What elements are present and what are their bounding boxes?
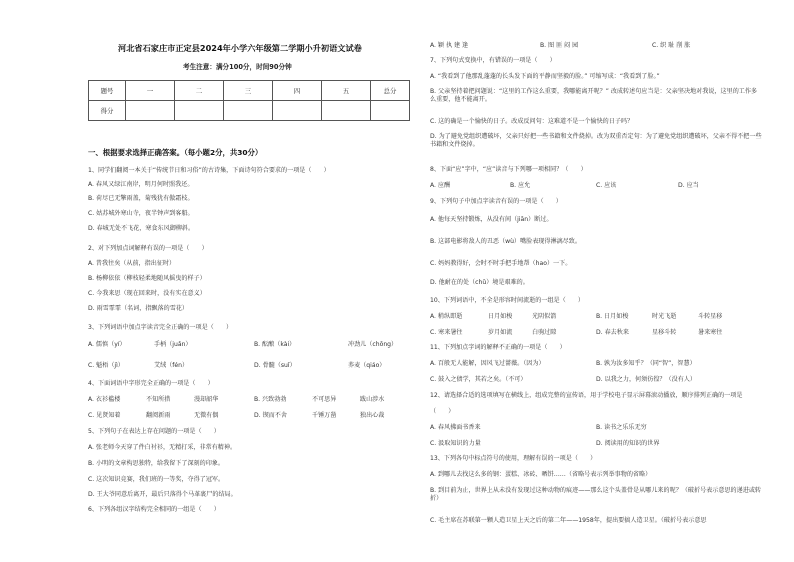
q10-option-b-w3: 斗转星移 <box>698 313 723 320</box>
q3-stem: 3、下列词语中加点字读音完全正确的一项是（ ） <box>88 324 233 331</box>
score-header-cell: 一 <box>126 81 175 101</box>
q7-option-c: C. 这的确是一个愉快的日子。改成反问句：这难道不是一个愉快的日子吗？ <box>430 118 634 125</box>
score-header-cell: 三 <box>224 81 273 101</box>
q10-stem: 10、下列词语中，不全是形容时间流逝的一组是（ ） <box>430 297 585 304</box>
q5-option-c: C. 这次知识竞赛，我们班的一等奖，夺得了冠军。 <box>88 476 225 483</box>
q6-option-c: C. 织 耻 削 胀 <box>652 42 691 49</box>
q10-option-d: D. 春去秋来 <box>596 329 629 336</box>
score-header-cell: 五 <box>322 81 371 101</box>
q13-stem: 13、下列各句中标点符号的使用，理解有误的一项是（ ） <box>430 455 597 462</box>
q4-option-d-w3: 独出心裁 <box>360 412 385 419</box>
q4-option-b-w2: 不可思异 <box>312 396 337 403</box>
q7-option-a: A. “我看到了他那乱蓬蓬的长头发下面的平静而坚毅的脸。” 可缩写成：“我看到了脸。” <box>430 73 660 80</box>
q2-option-b: B. 杨柳依依（柳枝轻柔地随风摇曳的样子） <box>88 275 206 282</box>
q12-option-c: C. 汲取知识的力量 <box>430 440 481 447</box>
q5-option-b: B. 小明的文章构思独特，给我留下了深刻的印象。 <box>88 460 225 467</box>
q5-stem: 5、下列句子在表达上存在问题的一项是（ ） <box>88 428 220 435</box>
q8-option-a: A. 应酬 <box>430 182 451 189</box>
q12-option-b: B. 读书之乐乐无穷 <box>596 424 647 431</box>
q6-stem: 6、下列各组汉字结构完全相同的一组是（ ） <box>88 506 220 513</box>
score-header-cell: 题号 <box>89 81 126 101</box>
score-header-cell: 四 <box>273 81 322 101</box>
q8-option-b: B. 应允 <box>510 182 531 189</box>
q3-option-a-word2: 手柄（juǎn） <box>154 341 192 348</box>
q13-option-a: A. 到哪儿去找这么多的钢：蛋糕、冰砖、晒饼……（省略号表示列举事物的省略） <box>430 471 652 478</box>
q11-option-d: D. 以我之力，何须彷徨？（没有人） <box>596 376 696 383</box>
q9-option-b: B. 这部电影将敌人的丑恶（wù）嘴脸表现得淋漓尽致。 <box>430 238 581 245</box>
score-row-label: 得分 <box>89 101 126 121</box>
q4-option-a-w2: 不知所措 <box>146 396 171 403</box>
q13-option-c: C. 毛主席在苏联第一颗人造卫星上天之后的第二年——1958年，提出要搞人造卫星。（破折号表示意思 <box>430 517 707 524</box>
q4-option-b-w3: 跋山涉水 <box>360 396 385 403</box>
score-header-cell: 二 <box>175 81 224 101</box>
q2-stem: 2、对下列加点词解释有误的一项是（ ） <box>88 245 208 252</box>
q12-paren: （ ） <box>430 408 455 415</box>
q1-option-b: B. 荷尽已无擎雨盖，菊残犹有傲霜枝。 <box>88 195 194 202</box>
score-table-header-row <box>89 81 410 101</box>
q8-stem: 8、下面“应”字中，“应”读音与下列哪一项相同？（ ） <box>430 166 587 173</box>
q2-option-d: D. 雨雪霏霏（名词，指飘落的雪花） <box>88 305 188 312</box>
q1-option-c: C. 姑苏城外寒山寺，夜半钟声到客船。 <box>88 210 194 217</box>
q2-option-a: A. 昔我往矣（从前，指出征时） <box>88 260 176 267</box>
q8-option-c: C. 应该 <box>596 182 617 189</box>
q4-option-b: B. 兴致勃勃 <box>254 396 287 403</box>
q5-option-d: D. 王大爷同意后离开，最后只落得个马革裹尸的结局。 <box>88 491 237 498</box>
q3-option-b: B. 酝酿（kài） <box>254 341 296 348</box>
q4-option-c: C. 见贤知着 <box>88 412 121 419</box>
q4-option-d: D. 锲而不舍 <box>254 412 287 419</box>
q10-option-d-w3: 暑来寒往 <box>698 329 723 336</box>
q12-option-a: A. 春风拂面书香来 <box>430 424 481 431</box>
q7-option-b: B. 父亲坚持着把问题说：“这里的工作这么重要，我哪能离开呢？” 改成转述句应当是：父亲坚决地对我说，这里的工作多么重要，他不能离开。 <box>430 88 758 103</box>
q4-option-c-w2: 翻阅新雨 <box>146 412 171 419</box>
q4-option-d-w2: 千锤万凿 <box>312 412 337 419</box>
score-table <box>88 80 410 121</box>
q10-option-d-w2: 星移斗转 <box>652 329 677 336</box>
q4-stem: 4、下面词语中字形完全正确的一项是（ ） <box>88 380 214 387</box>
q11-option-c: C. 鼓入之债学，其若之矣。（不可） <box>430 376 527 383</box>
q9-option-c: C. 妈妈教得好，会时不时手把手地帮（hao）一下。 <box>430 260 572 267</box>
score-cell[interactable] <box>224 101 273 121</box>
q10-option-b-w2: 时光飞逝 <box>652 313 677 320</box>
q3-option-d: D. 骨髓（suǐ） <box>254 362 296 369</box>
q3-option-c: C. 魁梧（jì） <box>88 362 124 369</box>
q11-option-b: B. 孰为汝多知乎？（同“智”，智慧） <box>596 360 696 367</box>
q10-option-c: C. 寒来暑往 <box>430 329 463 336</box>
q8-option-d: D. 应当 <box>678 182 699 189</box>
q1-option-a: A. 春风又绿江南岸，明月何时照我还。 <box>88 181 194 188</box>
q10-option-a-w2: 日月如梭 <box>488 313 513 320</box>
q3-option-b-word2: 冲劲儿（chōng） <box>348 341 398 348</box>
score-cell[interactable] <box>322 101 371 121</box>
q11-option-a: A. 百般无人能解，因风飞过蔷薇。（因为） <box>430 360 545 367</box>
q12-stem: 12、请选择合适的选项填写在横线上，组成完整的宣传语，用于学校电子显示屏幕滚动播放，顺序排列正确的一项是 <box>430 392 743 399</box>
q6-option-a: A. 颖 执 建 逢 <box>430 42 469 49</box>
q3-option-d-word2: 荞麦（qiáo） <box>348 362 386 369</box>
score-header-cell: 总分 <box>371 81 410 101</box>
q10-option-a-w3: 光阴似箭 <box>532 313 557 320</box>
q10-option-b: B. 日月如梭 <box>596 313 629 320</box>
q3-option-a: A. 儒慎（yí） <box>88 341 126 348</box>
q4-option-a-w3: 漫却韶华 <box>194 396 219 403</box>
q4-option-a: A. 衣衫褴楼 <box>88 396 121 403</box>
exam-notice: 考生注意：满分100分，时间90分钟 <box>183 63 292 71</box>
q10-option-a: A. 稍纵即逝 <box>430 313 463 320</box>
q2-option-c: C. 今我来思（现在回来时，没有实在意义） <box>88 290 206 297</box>
score-cell[interactable] <box>371 101 410 121</box>
q13-option-b: B. 到目前为止，世界上从未没有发现过这种动物的痕迹——那么这个头盖骨是从哪儿来的呢？（破折号表示意思的递进或转折） <box>430 487 762 502</box>
q9-option-a: A. 他每天坚持锻炼，从没有间（jiān）断过。 <box>430 216 553 223</box>
q10-option-c-w3: 白驹过隙 <box>532 329 557 336</box>
q4-option-c-w3: 无微有偶 <box>194 412 219 419</box>
score-cell[interactable] <box>126 101 175 121</box>
score-table-row <box>89 101 410 121</box>
score-cell[interactable] <box>175 101 224 121</box>
exam-title: 河北省石家庄市正定县2024年小学六年级第二学期小升初语文试卷 <box>118 43 362 53</box>
q3-option-c-word2: 艾绒（fén） <box>154 362 189 369</box>
q12-option-d: D. 阅读用的知识的世界 <box>596 440 660 447</box>
q11-stem: 11、下列加点字词的解释不正确的一项是（ ） <box>430 344 566 351</box>
q10-option-c-w2: 岁月如流 <box>488 329 513 336</box>
q1-stem: 1、同学们翻阅一本关于“传统节日和习俗”的古诗集，下面诗句符合要求的一项是（ ） <box>88 167 330 174</box>
q9-option-d: D. 他耐在的处（chǔ）境是艰难的。 <box>430 279 529 286</box>
q7-option-d: D. 为了避免党组织遭破坏，父亲只好把一些书籍和文件烧掉。改为双重否定句：为了避免党组织遭破坏，父亲不得不把一些书籍和文件烧掉。 <box>430 133 762 148</box>
q9-stem: 9、下列句子中加点字读音有误的一项是（ ） <box>430 198 562 205</box>
q5-option-a: A. 张老师今天穿了件白衬衫，无精打采，非常有精神。 <box>88 444 237 451</box>
q1-option-d: D. 春城无处不飞花，寒食东风御柳斜。 <box>88 225 195 232</box>
q6-option-b: B. 图 匪 闷 园 <box>540 42 579 49</box>
section-1-heading: 一、根据要求选择正确答案。（每小题2分，共30分） <box>88 148 263 157</box>
score-cell[interactable] <box>273 101 322 121</box>
q7-stem: 7、下列句式变换中，有错误的一项是（ ） <box>430 57 556 64</box>
